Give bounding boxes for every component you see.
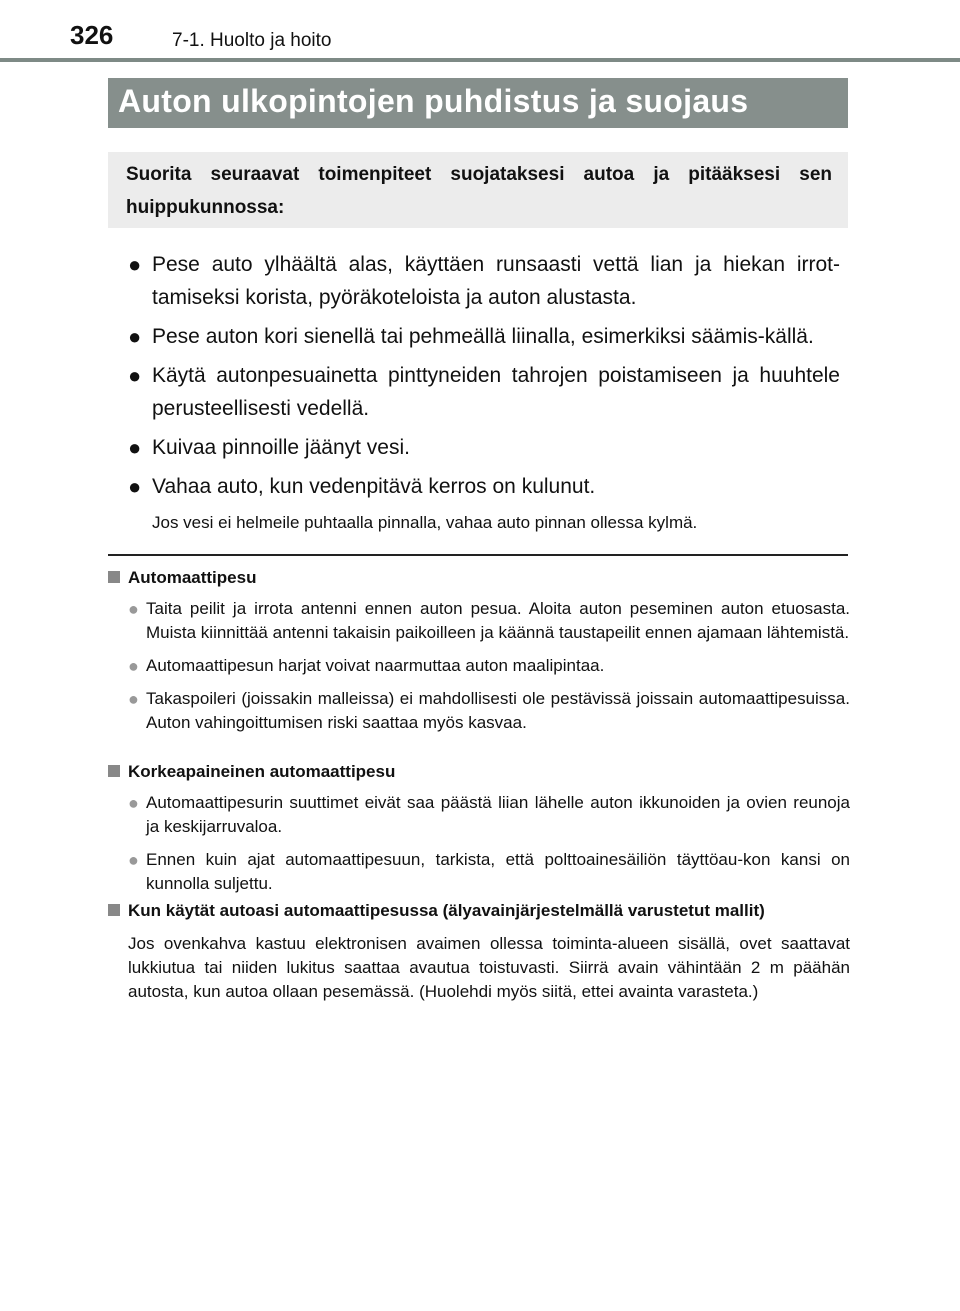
page-header <box>0 0 960 62</box>
main-list <box>128 248 840 503</box>
section-automatic-wash <box>108 566 850 735</box>
section-heading <box>108 899 850 923</box>
header-rule <box>0 58 960 62</box>
section-heading <box>108 760 850 784</box>
bullet-icon: ● <box>128 850 139 870</box>
list-item-text: Taita peilit ja irrota antenni ennen auton pesua. Aloita auton peseminen auton etuosasta. Muista kiinnittää antenni takaisin paikoilleen ja käännä taustapeilit ennen ajamaan lähtemistä. <box>146 599 850 642</box>
list-item <box>128 431 840 464</box>
section-heading-text: Korkeapaineinen automaattipesu <box>128 762 396 781</box>
list-item-text: Ennen kuin ajat automaattipesuun, tarkista, että polttoainesäiliön täyttöau-kon kansi on kunnolla suljettu. <box>146 850 850 893</box>
list-item-text: Käytä autonpesuainetta pinttyneiden tahrojen poistamiseen ja huuhtele perusteellisesti vedellä. <box>152 364 840 420</box>
bullet-icon: ● <box>128 474 142 499</box>
section-high-pressure-wash <box>108 760 850 896</box>
list-item <box>128 359 840 425</box>
list-item-text: Automaattipesun harjat voivat naarmuttaa auton maalipintaa. <box>146 656 605 675</box>
bullet-icon: ● <box>128 689 139 709</box>
list-item <box>108 654 850 678</box>
bullet-icon: ● <box>128 599 139 619</box>
list-item <box>128 320 840 353</box>
bullet-icon: ● <box>128 252 142 277</box>
bullet-icon: ● <box>128 363 142 388</box>
list-item-text: Automaattipesurin suuttimet eivät saa päästä liian lähelle auton ikkunoiden ja ovien reunoja ja keskijarruvaloa. <box>146 793 850 836</box>
list-item <box>108 687 850 735</box>
list-item-text: Kuivaa pinnoille jäänyt vesi. <box>152 436 410 459</box>
section-heading <box>108 566 850 590</box>
intro-box <box>108 152 848 228</box>
page-number: 326 <box>70 20 114 50</box>
bullet-icon: ● <box>128 656 139 676</box>
square-bullet-icon <box>108 571 120 583</box>
section-divider <box>108 554 848 556</box>
bullet-icon: ● <box>128 324 142 349</box>
list-item <box>108 597 850 645</box>
list-item <box>128 470 840 503</box>
section-paragraph: Jos ovenkahva kastuu elektronisen avaimen ollessa toiminta-alueen sisällä, ovet saattavat lukkiutua tai niiden lukitus saattaa avautua toistuvasti. Siirrä avain vähintään 2 m päähän autosta, kun autoa ollaan pesemässä. (Huolehdi myös siitä, ettei avainta varasteta.) <box>128 934 850 1001</box>
list-item-text: Pese auto ylhäältä alas, käyttäen runsaasti vettä lian ja hiekan irrot-tamiseksi korista, pyöräkoteloista ja auton alustasta. <box>152 253 840 309</box>
list-item <box>108 791 850 839</box>
page-title: Auton ulkopintojen puhdistus ja suojaus <box>118 83 749 119</box>
section-reference: 7-1. Huolto ja hoito <box>172 30 332 51</box>
section-heading-text: Kun käytät autoasi automaattipesussa (älyavainjärjestelmällä varustetut mallit) <box>128 901 765 920</box>
intro-text: Suorita seuraavat toimenpiteet suojataksesi autoa ja pitääksesi sen huippukunnossa: <box>126 164 832 218</box>
list-item-text: Pese auton kori sienellä tai pehmeällä liinalla, esimerkiksi säämis-källä. <box>152 325 814 348</box>
list-item <box>108 848 850 896</box>
section-smart-key-wash <box>108 899 850 1004</box>
section-heading-text: Automaattipesu <box>128 568 257 587</box>
bullet-icon: ● <box>128 435 142 460</box>
square-bullet-icon <box>108 765 120 777</box>
main-note: Jos vesi ei helmeile puhtaalla pinnalla, vahaa auto pinnan ollessa kylmä. <box>152 513 698 532</box>
list-item <box>128 248 840 314</box>
square-bullet-icon <box>108 904 120 916</box>
bullet-icon: ● <box>128 793 139 813</box>
list-item-text: Takaspoileri (joissakin malleissa) ei mahdollisesti ole pestävissä joissain automaattipesuissa. Auton vahingoittumisen riski saattaa myös kasvaa. <box>146 689 850 732</box>
list-item-text: Vahaa auto, kun vedenpitävä kerros on kulunut. <box>152 475 596 498</box>
